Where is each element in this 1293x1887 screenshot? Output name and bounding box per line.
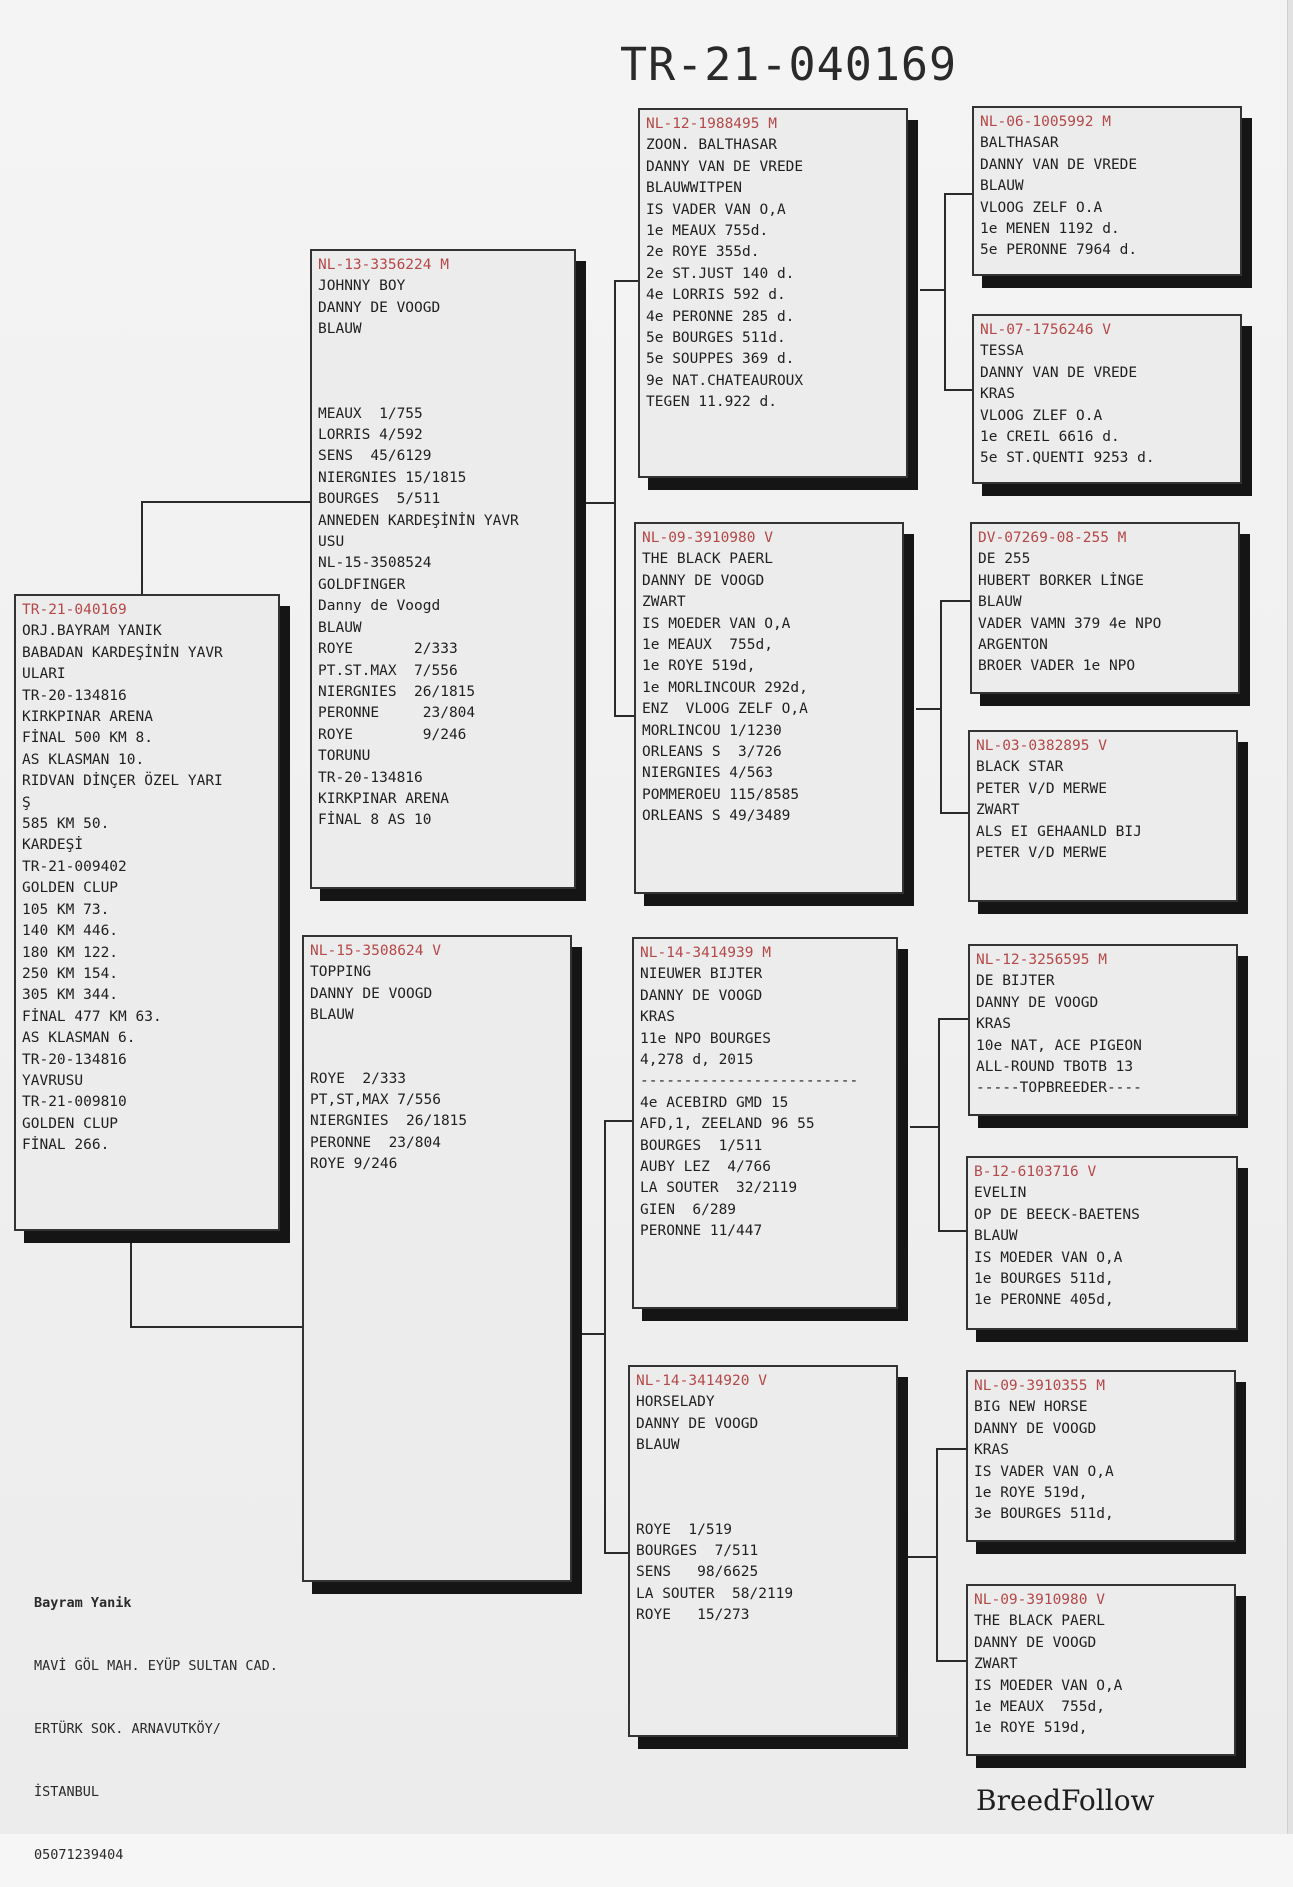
pigeon-info-line: BABADAN KARDEŞİNİN YAVR <box>22 644 223 661</box>
pigeon-card-great-grandsire-2 <box>970 522 1240 694</box>
ring-number: NL-03-0382895 V <box>976 738 1107 754</box>
pigeon-info-line: VADER VAMN 379 4e NPO <box>978 615 1162 632</box>
page-title: TR-21-040169 <box>620 38 958 91</box>
pigeon-info-line: BROER VADER 1e NPO <box>978 658 1136 675</box>
pigeon-info-line: ROYE 9/246 <box>318 726 467 743</box>
pigeon-info-line: BLAUW <box>310 1007 354 1024</box>
pigeon-info-line: 1e MENEN 1192 d. <box>980 221 1120 238</box>
pigeon-card-great-grandsire-3 <box>968 944 1238 1116</box>
connector <box>141 501 311 503</box>
pigeon-info-line: ANNEDEN KARDEŞİNİN YAVR <box>318 512 519 529</box>
pigeon-info-line: BLAUW <box>318 321 362 338</box>
pigeon-info-line: 1e ROYE 519d, <box>974 1720 1088 1737</box>
pigeon-info-line: 5e PERONNE 7964 d. <box>980 242 1138 259</box>
connector <box>604 1552 630 1554</box>
pigeon-info-line: ORLEANS S 3/726 <box>642 744 782 761</box>
pigeon-info-line <box>318 362 568 383</box>
pigeon-info-line: NIERGNIES 15/1815 <box>318 469 467 486</box>
connector <box>614 280 638 282</box>
pigeon-info-line: DANNY DE VOOGD <box>976 994 1099 1011</box>
connector <box>916 708 942 710</box>
pigeon-info-line: USU <box>318 534 345 551</box>
pigeon-info-line: TESSA <box>980 343 1024 360</box>
ring-number: NL-14-3414939 M <box>640 945 771 961</box>
breedfollow-logo: BreedFollow <box>976 1784 1155 1817</box>
pigeon-info-line: TEGEN 11.922 d. <box>646 394 777 411</box>
pigeon-info-line: DANNY DE VOOGD <box>636 1415 759 1432</box>
pigeon-info-line: BLAUW <box>636 1437 680 1454</box>
pigeon-card-great-grandsire-1 <box>972 106 1242 276</box>
pigeon-info-line <box>636 1478 890 1499</box>
pigeon-info-line <box>310 1027 564 1048</box>
pigeon-info-line <box>318 341 568 362</box>
pigeon-info-line: TR-21-009810 <box>22 1094 127 1111</box>
pigeon-info-line: LA SOUTER 32/2119 <box>640 1180 798 1197</box>
pigeon-card-great-granddam-3 <box>966 1156 1238 1330</box>
connector <box>584 502 616 504</box>
pigeon-info-line: AS KLASMAN 10. <box>22 751 145 768</box>
pigeon-info-line: HUBERT BORKER LİNGE <box>978 572 1144 589</box>
pigeon-info-line: IS MOEDER VAN O,A <box>974 1249 1123 1266</box>
connector <box>938 1230 966 1232</box>
connector <box>938 1018 940 1232</box>
pigeon-info-line: GOLDFINGER <box>318 576 406 593</box>
pigeon-info-line: VLOOG ZELF O.A <box>980 199 1103 216</box>
owner-address-block <box>34 1551 278 1887</box>
pigeon-info-line: ULARI <box>22 666 66 683</box>
pigeon-card-grandsire-1 <box>638 108 908 478</box>
pigeon-info-line: PT.ST.MAX 7/556 <box>318 662 458 679</box>
pigeon-info-line: 1e MEAUX 755d. <box>646 223 769 240</box>
pigeon-info-line: ZWART <box>642 594 686 611</box>
pigeon-info-line: Ş <box>22 794 31 811</box>
pigeon-info-line <box>318 383 568 404</box>
pigeon-info-line: ------------------------- <box>640 1073 859 1090</box>
connector <box>944 193 946 391</box>
pigeon-info-line: 5e SOUPPES 369 d. <box>646 351 795 368</box>
pigeon-info-line: KARDEŞİ <box>22 837 84 854</box>
pigeon-info-line: FİNAL 477 KM 63. <box>22 1008 162 1025</box>
connector <box>141 501 143 594</box>
pigeon-info-line: ZOON. BALTHASAR <box>646 137 777 154</box>
pigeon-info-line: MEAUX 1/755 <box>318 405 423 422</box>
pigeon-info-line: NIERGNIES 4/563 <box>642 765 773 782</box>
pigeon-info-line: 250 KM 154. <box>22 965 119 982</box>
pigeon-info-line: DANNY VAN DE VREDE <box>646 158 804 175</box>
pigeon-info-line: 4,278 d, 2015 <box>640 1052 754 1069</box>
pigeon-info-line: RIDVAN DİNÇER ÖZEL YARI <box>22 773 223 790</box>
pigeon-info-line: ARGENTON <box>978 637 1048 654</box>
pigeon-info-line: POMMEROEU 115/8585 <box>642 786 800 803</box>
ring-number: NL-14-3414920 V <box>636 1373 767 1389</box>
pigeon-info-line: 5e ST.QUENTI 9253 d. <box>980 450 1155 467</box>
owner-name: Bayram Yanik <box>34 1595 132 1611</box>
pigeon-info-line: THE BLACK PAERL <box>642 551 773 568</box>
pigeon-info-line: NIERGNIES 26/1815 <box>318 683 476 700</box>
pigeon-info-line: FİNAL 266. <box>22 1137 110 1154</box>
connector <box>130 1243 132 1328</box>
pigeon-info-line: ORLEANS S 49/3489 <box>642 808 791 825</box>
pigeon-info-line: TR-20-134816 <box>22 1051 127 1068</box>
pigeon-info-line: BALTHASAR <box>980 135 1059 152</box>
pigeon-card-great-grandsire-4 <box>966 1370 1236 1542</box>
connector <box>920 289 946 291</box>
pigeon-info-line: BLAUW <box>978 594 1022 611</box>
pigeon-info-line: BOURGES 1/511 <box>640 1137 763 1154</box>
pigeon-info-line: PERONNE 23/804 <box>318 705 476 722</box>
ring-number: NL-09-3910980 V <box>974 1592 1105 1608</box>
connector <box>604 1120 632 1122</box>
pigeon-info-line: PETER V/D MERWE <box>976 780 1107 797</box>
pigeon-info-line: TR-20-134816 <box>22 687 127 704</box>
pigeon-info-line: PT,ST,MAX 7/556 <box>310 1092 441 1109</box>
ring-number: NL-07-1756246 V <box>980 322 1111 338</box>
pigeon-info-line: KRAS <box>640 1009 675 1026</box>
pigeon-info-line: NIERGNIES 26/1815 <box>310 1113 468 1130</box>
pigeon-info-line: IS VADER VAN O,A <box>646 201 786 218</box>
pigeon-info-line: FİNAL 500 KM 8. <box>22 730 153 747</box>
pigeon-info-line: PERONNE 23/804 <box>310 1134 441 1151</box>
pigeon-info-line: 585 KM 50. <box>22 816 110 833</box>
pigeon-info-line: 9e NAT.CHATEAUROUX <box>646 372 804 389</box>
connector <box>614 715 636 717</box>
pigeon-info-line: DANNY DE VOOGD <box>318 299 441 316</box>
pigeon-info-line: 2e ROYE 355d. <box>646 244 760 261</box>
ring-number: NL-12-3256595 M <box>976 952 1107 968</box>
connector <box>944 193 972 195</box>
pigeon-info-line: 1e ROYE 519d, <box>974 1485 1088 1502</box>
pigeon-info-line: 180 KM 122. <box>22 944 119 961</box>
owner-address-line: ERTÜRK SOK. ARNAVUTKÖY/ <box>34 1721 221 1737</box>
pigeon-info-line: DANNY DE VOOGD <box>974 1634 1097 1651</box>
pigeon-info-line: LA SOUTER 58/2119 <box>636 1585 794 1602</box>
pigeon-info-line: NL-15-3508524 <box>318 555 432 572</box>
owner-address-line: İSTANBUL <box>34 1784 100 1800</box>
pigeon-info-line: TR-21-009402 <box>22 858 127 875</box>
ring-number: DV-07269-08-255 M <box>978 530 1127 546</box>
ring-number: NL-13-3356224 M <box>318 257 449 273</box>
pigeon-info-line: YAVRUSU <box>22 1072 84 1089</box>
pigeon-info-line: 3e BOURGES 511d, <box>974 1506 1114 1523</box>
pigeon-card-great-granddam-2 <box>968 730 1238 902</box>
ring-number: NL-09-3910980 V <box>642 530 773 546</box>
pigeon-info-line: GOLDEN CLUP <box>22 880 119 897</box>
connector <box>130 1326 302 1328</box>
pigeon-info-line: IS VADER VAN O,A <box>974 1463 1114 1480</box>
pigeon-info-line: AS KLASMAN 6. <box>22 1030 136 1047</box>
pigeon-info-line: TOPPING <box>310 964 372 981</box>
pigeon-info-line: KIRKPINAR ARENA <box>318 790 449 807</box>
connector <box>906 1556 938 1558</box>
pigeon-info-line: 5e BOURGES 511d. <box>646 330 786 347</box>
pigeon-info-line: IS MOEDER VAN O,A <box>642 615 791 632</box>
sheet-edge <box>1287 0 1293 1834</box>
pigeon-info-line: DE BIJTER <box>976 973 1055 990</box>
connector <box>940 600 970 602</box>
pigeon-info-line: ALL-ROUND TBOTB 13 <box>976 1059 1134 1076</box>
ring-number: NL-15-3508624 V <box>310 943 441 959</box>
pigeon-info-line: BLAUW <box>974 1228 1018 1245</box>
pigeon-card-sire <box>310 249 576 889</box>
pigeon-info-line: 1e ROYE 519d, <box>642 658 756 675</box>
connector <box>940 600 942 814</box>
pigeon-info-line: BLAUW <box>980 178 1024 195</box>
pigeon-info-line: KIRKPINAR ARENA <box>22 709 153 726</box>
pigeon-info-line <box>636 1499 890 1520</box>
pigeon-info-line: PETER V/D MERWE <box>976 845 1107 862</box>
pigeon-info-line: GOLDEN CLUP <box>22 1115 119 1132</box>
pigeon-info-line: BIG NEW HORSE <box>974 1399 1088 1416</box>
pigeon-info-line: SENS 45/6129 <box>318 448 432 465</box>
pigeon-info-line: GIEN 6/289 <box>640 1201 737 1218</box>
pigeon-info-line: PERONNE 11/447 <box>640 1223 763 1240</box>
pigeon-info-line: -----TOPBREEDER---- <box>976 1080 1142 1097</box>
pigeon-info-line: LORRIS 4/592 <box>318 427 423 444</box>
pigeon-info-line: 1e CREIL 6616 d. <box>980 429 1120 446</box>
pigeon-info-line: DANNY DE VOOGD <box>640 987 763 1004</box>
ring-number: NL-09-3910355 M <box>974 1378 1105 1394</box>
pigeon-info-line: ROYE 9/246 <box>310 1156 398 1173</box>
connector <box>910 1126 940 1128</box>
pigeon-info-line: DANNY DE VOOGD <box>974 1420 1097 1437</box>
pigeon-info-line: KRAS <box>974 1442 1009 1459</box>
pigeon-info-line: 140 KM 446. <box>22 923 119 940</box>
pigeon-info-line: NIEUWER BIJTER <box>640 966 763 983</box>
pigeon-info-line: 10e NAT, ACE PIGEON <box>976 1037 1142 1054</box>
pigeon-info-line: VLOOG ZLEF O.A <box>980 407 1103 424</box>
pigeon-card-dam <box>302 935 572 1582</box>
pigeon-info-line: ALS EI GEHAANLD BIJ <box>976 823 1142 840</box>
pigeon-info-line: JOHNNY BOY <box>318 278 406 295</box>
pigeon-info-line: ROYE 2/333 <box>310 1070 407 1087</box>
connector <box>936 1448 938 1662</box>
pigeon-info-line: TORUNU <box>318 748 371 765</box>
pigeon-info-line <box>636 1457 890 1478</box>
connector <box>936 1660 966 1662</box>
pigeon-info-line: DANNY DE VOOGD <box>642 572 765 589</box>
pigeon-info-line: 11e NPO BOURGES <box>640 1030 771 1047</box>
pigeon-info-line: KRAS <box>976 1016 1011 1033</box>
connector <box>944 389 972 391</box>
pigeon-info-line: BOURGES 5/511 <box>318 491 441 508</box>
pigeon-info-line: 2e ST.JUST 140 d. <box>646 265 795 282</box>
pigeon-info-line: 305 KM 344. <box>22 987 119 1004</box>
pigeon-card-great-granddam-1 <box>972 314 1242 484</box>
pigeon-info-line: ZWART <box>974 1656 1018 1673</box>
pigeon-info-line: ZWART <box>976 802 1020 819</box>
pigeon-info-line: ROYE 2/333 <box>318 641 458 658</box>
pigeon-info-line <box>310 1048 564 1069</box>
pigeon-info-line: 4e PERONNE 285 d. <box>646 308 795 325</box>
pigeon-info-line: 4e ACEBIRD GMD 15 <box>640 1094 789 1111</box>
pigeon-info-line: BOURGES 7/511 <box>636 1543 759 1560</box>
pigeon-info-line: 1e MEAUX 755d, <box>974 1699 1105 1716</box>
pigeon-info-line: 1e BOURGES 511d, <box>974 1271 1114 1288</box>
pigeon-info-line: ENZ VLOOG ZELF O,A <box>642 701 808 718</box>
pigeon-card-granddam-1 <box>634 522 904 894</box>
connector <box>936 1448 966 1450</box>
connector <box>940 812 968 814</box>
pigeon-info-line: THE BLACK PAERL <box>974 1613 1105 1630</box>
pigeon-info-line: BLAUW <box>318 619 362 636</box>
pigeon-info-line: 1e PERONNE 405d, <box>974 1292 1114 1309</box>
pigeon-info-line: BLAUWWITPEN <box>646 180 743 197</box>
connector <box>604 1120 606 1554</box>
pigeon-info-line: DE 255 <box>978 551 1031 568</box>
pigeon-info-line: AUBY LEZ 4/766 <box>640 1159 771 1176</box>
pigeon-info-line: AFD,1, ZEELAND 96 55 <box>640 1116 815 1133</box>
pigeon-info-line: ROYE 1/519 <box>636 1521 733 1538</box>
pigeon-info-line: EVELIN <box>974 1185 1027 1202</box>
connector <box>938 1018 968 1020</box>
pigeon-info-line: 105 KM 73. <box>22 901 110 918</box>
ring-number: NL-12-1988495 M <box>646 116 777 132</box>
pigeon-info-line: ROYE 15/273 <box>636 1607 750 1624</box>
ring-number: NL-06-1005992 M <box>980 114 1111 130</box>
pigeon-info-line: 1e MEAUX 755d, <box>642 637 773 654</box>
pigeon-info-line: Danny de Voogd <box>318 598 441 615</box>
pigeon-info-line: SENS 98/6625 <box>636 1564 759 1581</box>
pigeon-info-line: OP DE BEECK-BAETENS <box>974 1206 1140 1223</box>
ring-number: B-12-6103716 V <box>974 1164 1097 1180</box>
pigeon-card-granddam-2 <box>628 1365 898 1737</box>
pigeon-info-line: MORLINCOU 1/1230 <box>642 722 782 739</box>
pigeon-info-line: 4e LORRIS 592 d. <box>646 287 786 304</box>
pigeon-info-line: 1e MORLINCOUR 292d, <box>642 679 808 696</box>
connector <box>580 1333 606 1335</box>
pigeon-info-line: DANNY VAN DE VREDE <box>980 364 1138 381</box>
pigeon-info-line: HORSELADY <box>636 1394 715 1411</box>
pigeon-info-line: BLACK STAR <box>976 759 1064 776</box>
connector <box>614 280 616 717</box>
pigeon-card-great-granddam-4 <box>966 1584 1236 1756</box>
owner-phone: 05071239404 <box>34 1847 124 1863</box>
pigeon-card-grandsire-2 <box>632 937 898 1309</box>
pigeon-card-subject <box>14 594 280 1231</box>
pigeon-info-line: ORJ.BAYRAM YANIK <box>22 623 162 640</box>
pigeon-info-line: DANNY VAN DE VREDE <box>980 156 1138 173</box>
owner-address-line: MAVİ GÖL MAH. EYÜP SULTAN CAD. <box>34 1658 278 1674</box>
pigeon-info-line: FİNAL 8 AS 10 <box>318 812 432 829</box>
pigeon-info-line: KRAS <box>980 386 1015 403</box>
pigeon-info-line: IS MOEDER VAN O,A <box>974 1677 1123 1694</box>
pigeon-info-line: DANNY DE VOOGD <box>310 985 433 1002</box>
pigeon-info-line: TR-20-134816 <box>318 769 423 786</box>
ring-number: TR-21-040169 <box>22 602 127 618</box>
